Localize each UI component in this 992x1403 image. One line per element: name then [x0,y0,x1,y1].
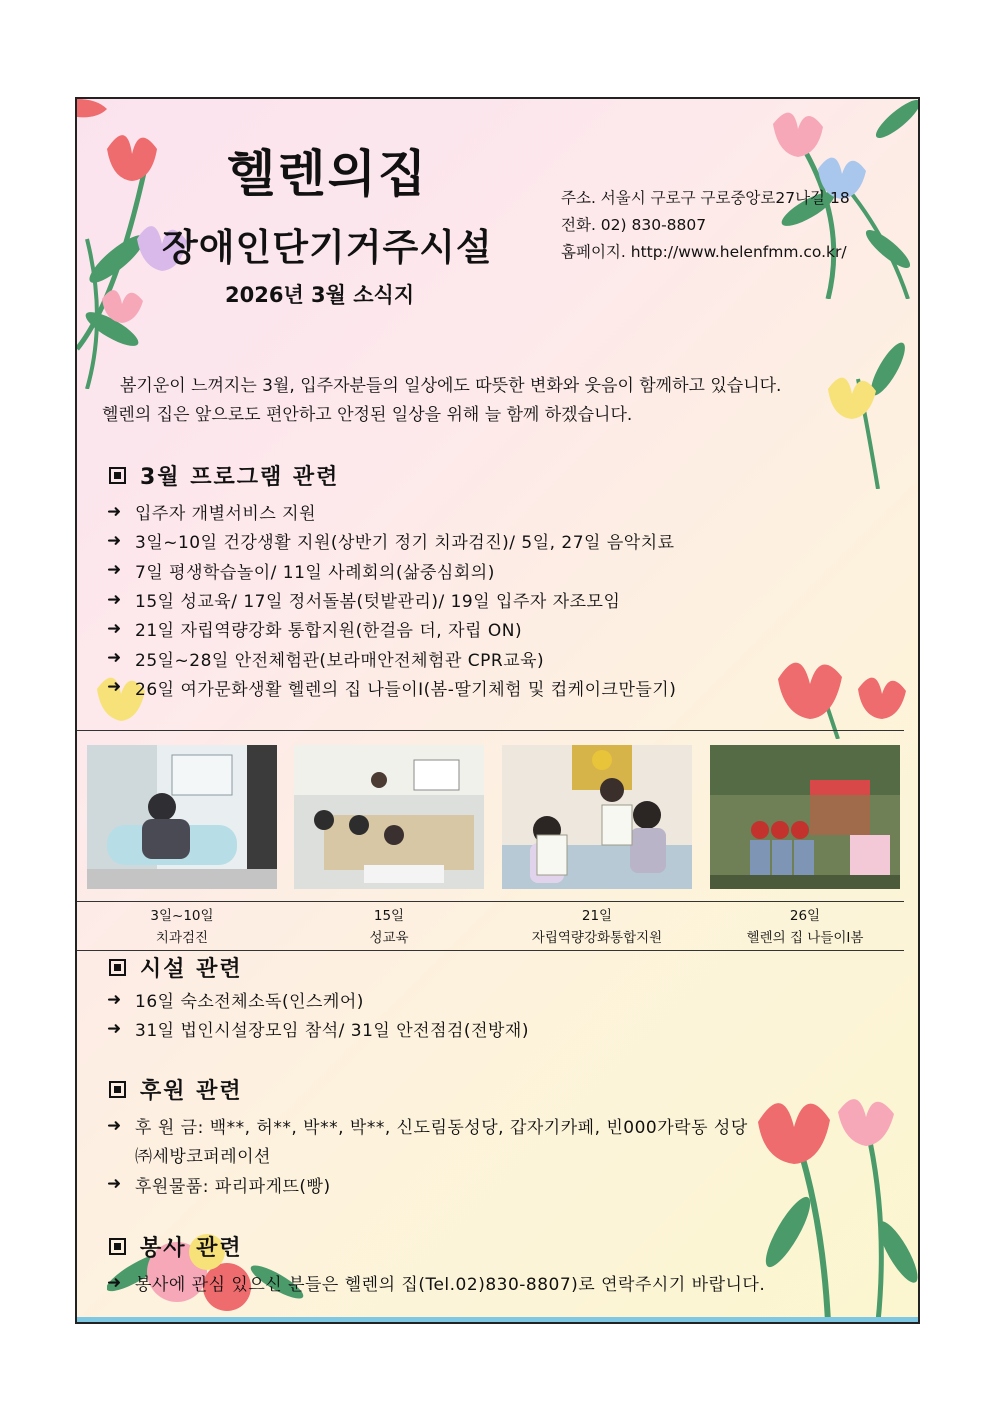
arrow-right-icon: ➜ [107,648,122,669]
section-heading-facility: 시설 관련 [109,952,243,983]
photo-strip-top-divider [77,730,904,731]
photo-caption: 26일 헬렌의 집 나들이Ⅰ봄 [746,908,864,946]
caption-bottom-divider [77,950,904,951]
list-item: ➜ 7일 평생학습놀이/ 11일 사례회의(삶중심회의) [107,560,495,583]
dental-photo-illustration [87,745,277,889]
arrow-right-icon: ➜ [107,1115,122,1136]
list-item: ➜ 21일 자립역량강화 통합지원(한걸음 더, 자립 ON) [107,618,523,642]
classroom-photo-illustration [294,745,484,889]
photo-independence-support [502,745,692,889]
photo-spring-outing [710,745,900,889]
photo-sex-education [294,745,484,889]
arrow-right-icon: ➜ [107,1018,122,1039]
section-heading-program: 3월 프로그램 관련 [109,460,339,491]
arrow-right-icon: ➜ [107,989,122,1010]
list-item: ➜ 봉사에 관심 있으신 분들은 헬렌의 집(Tel.02)830-8807)로 연락주시기 바랍니다. [107,1272,766,1296]
sponsor-list [107,1111,748,1199]
contact-block [561,185,850,266]
list-item: ➜ 25일~28일 안전체험관(보라매안전체험관 CPR교육) [107,648,545,671]
caption-top-divider [77,901,904,902]
facility-list [107,985,529,1044]
arrow-right-icon: ➜ [107,560,122,581]
intro-paragraph [102,372,902,430]
photo-caption: 21일 자립역량강화통합지원 [531,908,663,946]
square-bullet-icon [109,1238,126,1255]
list-item: ➜ 3일~10일 건강생활 지원(상반기 정기 치과검진)/ 5일, 27일 음악치료 [107,530,675,554]
arrow-right-icon: ➜ [107,1272,122,1293]
list-item: ➜ 16일 숙소전체소독(인스케어) [107,989,364,1013]
section-heading-volunteer: 봉사 관련 [109,1231,243,1262]
square-bullet-icon [109,1081,126,1098]
list-item: ➜ 후원물품: 파리파게뜨(빵) [107,1174,331,1197]
outing-photo-illustration [710,745,900,889]
page-title: 헬렌의집 [227,145,429,203]
arrow-right-icon: ➜ [107,677,122,698]
photo-caption: 3일~10일 치과검진 [150,908,214,946]
issue-label: 2026년 3월 소식지 [225,283,415,307]
arrow-right-icon: ➜ [107,530,122,551]
list-item: ➜ 15일 성교육/ 17일 정서돌봄(텃밭관리)/ 19일 입주자 자조모임 [107,589,621,613]
arrow-right-icon: ➜ [107,1174,122,1195]
photo-caption: 15일 성교육 [369,908,409,946]
tulip-cluster-right-lower-icon [738,639,918,739]
square-bullet-icon [109,467,126,484]
bottom-accent-line [77,1317,918,1322]
arrow-right-icon: ➜ [107,589,122,610]
program-list [107,497,676,702]
photo-dental-checkup [87,745,277,889]
facility-subtitle: 장애인단기거주시설 [162,226,493,269]
contact-phone: 전화. 02) 830-8807 [561,216,707,234]
volunteer-list [107,1268,765,1297]
intro-line-1: 봄기운이 느껴지는 3월, 입주자분들의 일상에도 따뜻한 변화와 웃음이 함께하고 있습니다. [120,376,782,396]
arrow-right-icon: ➜ [107,501,122,522]
list-item: ➜ 후 원 금: 백**, 허**, 박**, 박**, 신도림동성당, 갑자기카페, 빈000가락동 성당 [107,1115,748,1139]
section-heading-sponsor: 후원 관련 [109,1074,243,1105]
contact-address: 주소. 서울시 구로구 구로중앙로27나길 18 [561,189,850,207]
list-item: ➜ 31일 법인시설장모임 참석/ 31일 안전점검(전방재) [107,1018,529,1042]
list-item: ➜ 26일 여가문화생활 헬렌의 집 나들이Ⅰ(봄-딸기체험 및 컵케이크만들기) [107,677,677,700]
intro-line-2: 헬렌의 집은 앞으로도 편안하고 안정된 일상을 위해 늘 함께 하겠습니다. [102,405,633,425]
contact-homepage[interactable]: 홈페이지. http://www.helenfmm.co.kr/ [561,243,847,261]
square-bullet-icon [109,959,126,976]
list-item: ➜ 입주자 개별서비스 지원 [107,501,317,525]
newsletter-sheet [75,97,920,1324]
independence-photo-illustration [502,745,692,889]
arrow-right-icon: ➜ [107,618,122,639]
list-item-continuation: ㈜세방코퍼레이션 [135,1147,271,1168]
